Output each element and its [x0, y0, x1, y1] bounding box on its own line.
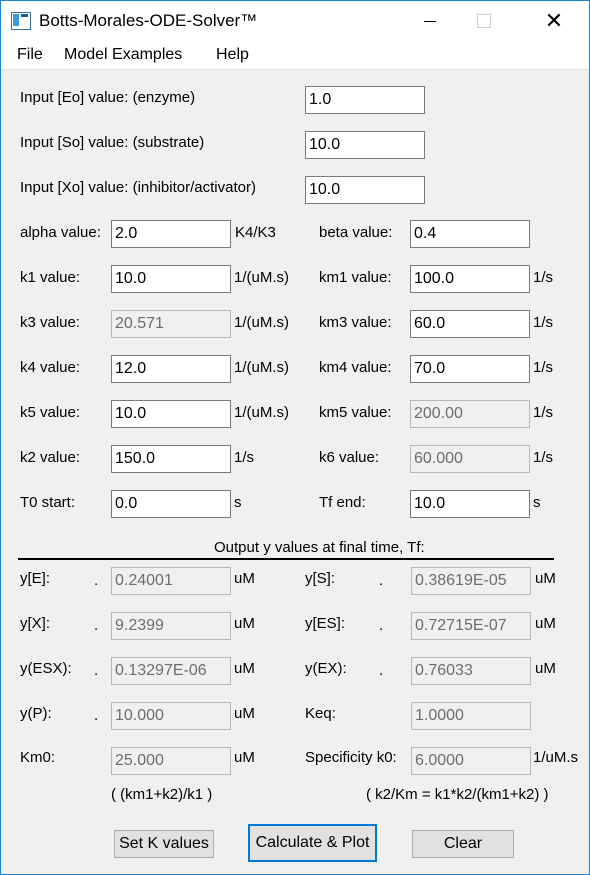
alpha-label: alpha value: [20, 224, 101, 241]
k0-label: Specificity k0: [305, 749, 397, 766]
k5-input[interactable]: 10.0 [111, 400, 231, 428]
k1-unit: 1/(uM.s) [234, 269, 290, 286]
tf-input[interactable]: 10.0 [410, 490, 530, 518]
k4-unit: 1/(uM.s) [234, 359, 290, 376]
k3-unit: 1/(uM.s) [234, 314, 290, 331]
yx-dot: . [94, 617, 99, 634]
menu-file[interactable]: File [17, 46, 43, 63]
eo-input[interactable]: 1.0 [305, 86, 425, 114]
km0-label: Km0: [20, 749, 56, 766]
km0-formula: ( (km1+k2)/k1 ) [111, 786, 213, 803]
km5-unit: 1/s [533, 404, 554, 421]
yp-label: y(P): [20, 705, 52, 722]
km1-input[interactable]: 100.0 [410, 265, 530, 293]
xo-input[interactable]: 10.0 [305, 176, 425, 204]
k0-formula: ( k2/Km = k1*k2/(km1+k2) ) [366, 786, 549, 803]
k0-output: 6.0000 [411, 747, 531, 775]
ys-output: 0.38619E-05 [411, 567, 531, 595]
k5-unit: 1/(uM.s) [234, 404, 290, 421]
tf-label: Tf end: [319, 494, 366, 511]
km3-label: km3 value: [319, 314, 392, 331]
yx-output: 9.2399 [111, 612, 231, 640]
km1-unit: 1/s [533, 269, 554, 286]
k2-label: k2 value: [20, 449, 81, 466]
window-title: Botts-Morales-ODE-Solver™ [39, 11, 258, 30]
yx-label: y[X]: [20, 615, 51, 632]
yp-unit: uM [234, 705, 255, 722]
yp-dot: . [94, 707, 99, 724]
k1-label: k1 value: [20, 269, 81, 286]
t0-unit: s [234, 494, 242, 511]
yesx-label: y(ESX): [20, 660, 72, 677]
so-input[interactable]: 10.0 [305, 131, 425, 159]
minimize-button[interactable] [407, 1, 453, 41]
km4-label: km4 value: [319, 359, 392, 376]
yesx-dot: . [94, 662, 99, 679]
k2-input[interactable]: 150.0 [111, 445, 231, 473]
menu-model-examples[interactable]: Model Examples [64, 46, 183, 63]
t0-input[interactable]: 0.0 [111, 490, 231, 518]
k4-label: k4 value: [20, 359, 81, 376]
menu-help[interactable]: Help [216, 46, 249, 63]
so-label: Input [So] value: (substrate) [20, 134, 205, 151]
maximize-icon [477, 14, 491, 28]
set-k-values-button[interactable]: Set K values [114, 830, 214, 858]
clear-button[interactable]: Clear [412, 830, 514, 858]
k2-unit: 1/s [234, 449, 255, 466]
maximize-button[interactable] [461, 1, 507, 41]
minimize-icon [424, 21, 436, 22]
yex-label: y(EX): [305, 660, 347, 677]
keq-label: Keq: [305, 705, 336, 722]
eo-label: Input [Eo] value: (enzyme) [20, 89, 196, 106]
km3-input[interactable]: 60.0 [410, 310, 530, 338]
output-separator [18, 558, 554, 560]
ye-unit: uM [234, 570, 255, 587]
km0-output: 25.000 [111, 747, 231, 775]
ye-output: 0.24001 [111, 567, 231, 595]
title-bar [1, 1, 589, 41]
calculate-plot-button[interactable]: Calculate & Plot [248, 824, 377, 862]
yex-unit: uM [535, 660, 556, 677]
t0-label: T0 start: [20, 494, 76, 511]
xo-label: Input [Xo] value: (inhibitor/activator) [20, 179, 256, 196]
yes-unit: uM [535, 615, 556, 632]
yex-output: 0.76033 [411, 657, 531, 685]
k3-output: 20.571 [111, 310, 231, 338]
yesx-output: 0.13297E-06 [111, 657, 231, 685]
k3-label: k3 value: [20, 314, 81, 331]
km1-label: km1 value: [319, 269, 392, 286]
tf-unit: s [533, 494, 541, 511]
km5-output: 200.00 [410, 400, 530, 428]
output-heading: Output y values at final time, Tf: [214, 539, 425, 556]
beta-label: beta value: [319, 224, 393, 241]
ys-dot: . [379, 572, 384, 589]
ye-dot: . [94, 572, 99, 589]
ye-label: y[E]: [20, 570, 51, 587]
close-button[interactable] [531, 1, 577, 41]
close-icon: ✕ [544, 8, 564, 33]
yes-label: y[ES]: [305, 615, 346, 632]
alpha-unit: K4/K3 [235, 224, 276, 241]
km4-input[interactable]: 70.0 [410, 355, 530, 383]
yes-output: 0.72715E-07 [411, 612, 531, 640]
yes-dot: . [379, 617, 384, 634]
yp-output: 10.000 [111, 702, 231, 730]
km3-unit: 1/s [533, 314, 554, 331]
keq-output: 1.0000 [411, 702, 531, 730]
km5-label: km5 value: [319, 404, 392, 421]
k6-label: k6 value: [319, 449, 380, 466]
km4-unit: 1/s [533, 359, 554, 376]
k6-unit: 1/s [533, 449, 554, 466]
alpha-input[interactable]: 2.0 [111, 220, 231, 248]
menu-bar [1, 41, 589, 70]
ys-label: y[S]: [305, 570, 336, 587]
k4-input[interactable]: 12.0 [111, 355, 231, 383]
k5-label: k5 value: [20, 404, 81, 421]
km0-unit: uM [234, 749, 255, 766]
k0-unit: 1/uM.s [533, 749, 579, 766]
k6-output: 60.000 [410, 445, 530, 473]
yesx-unit: uM [234, 660, 255, 677]
yex-dot: . [379, 662, 384, 679]
yx-unit: uM [234, 615, 255, 632]
k1-input[interactable]: 10.0 [111, 265, 231, 293]
beta-input[interactable]: 0.4 [410, 220, 530, 248]
app-icon [11, 12, 31, 30]
ys-unit: uM [535, 570, 556, 587]
